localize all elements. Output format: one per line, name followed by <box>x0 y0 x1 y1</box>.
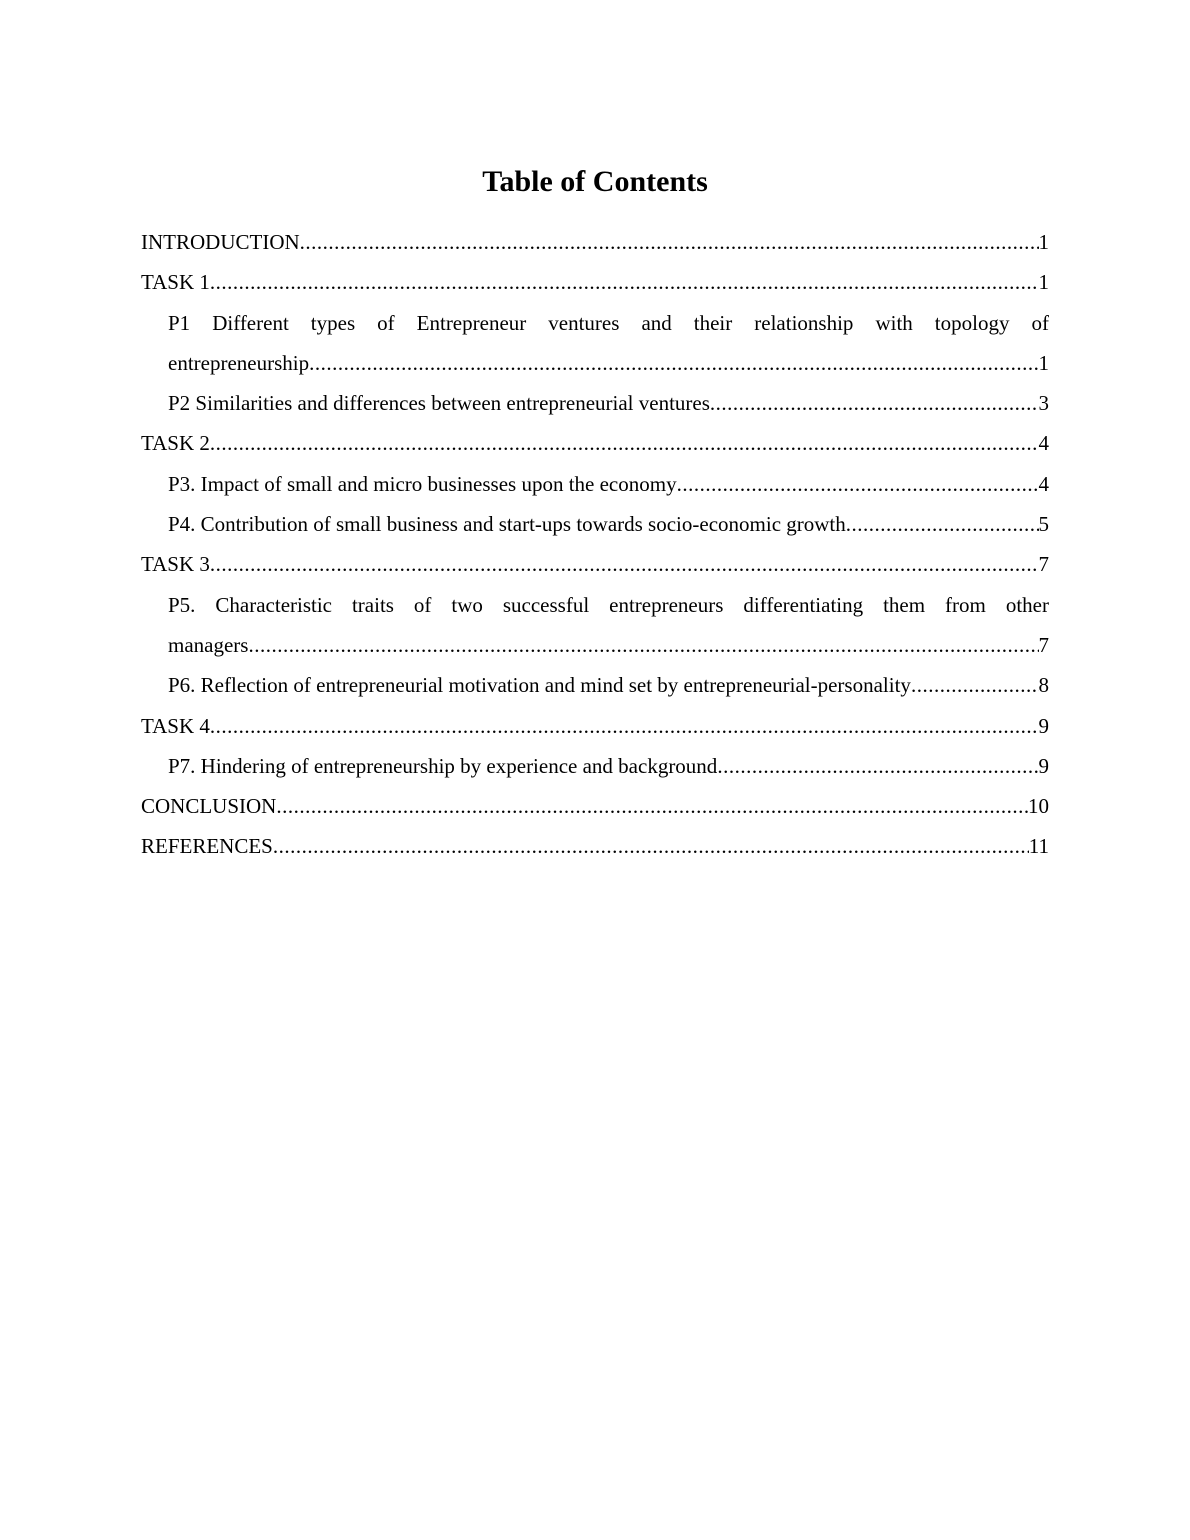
toc-entry-p3[interactable] <box>141 464 1049 504</box>
toc-entry-text: entrepreneurship <box>168 350 310 375</box>
toc-entry-introduction[interactable] <box>141 222 1049 262</box>
toc-entry-text: REFERENCES <box>141 834 273 859</box>
toc-leader-dots <box>309 343 1038 383</box>
toc-leader-dots <box>273 826 1029 866</box>
toc-entry-text: P3. Impact of small and micro businesses upon the economy <box>168 471 677 496</box>
toc-leader-dots <box>210 544 1039 584</box>
toc-entry-text: P4. Contribution of small business and start-ups towards socio-economic growth <box>168 512 846 537</box>
toc-page-number: 1 <box>1038 350 1049 375</box>
toc-page-number: 9 <box>1038 713 1049 738</box>
toc-entry-text: INTRODUCTION <box>141 230 300 254</box>
toc-entry-text: TASK 2 <box>141 431 210 456</box>
toc-entry-text: P6. Reflection of entrepreneurial motivation and mind set by entrepreneurial-personality <box>168 673 911 698</box>
toc-entry-task-2[interactable] <box>141 423 1049 463</box>
toc-leader-dots <box>248 625 1038 665</box>
toc-entry-text-line-1: P1 Different types of Entrepreneur ventures and their relationship with topology of <box>168 310 1049 335</box>
toc-entry-task-1[interactable] <box>141 262 1049 302</box>
toc-page-number: 11 <box>1028 834 1049 859</box>
toc-leader-dots <box>300 222 1039 262</box>
toc-list <box>141 222 1049 867</box>
toc-entry-task-4[interactable] <box>141 706 1049 746</box>
toc-page-number: 3 <box>1038 391 1049 416</box>
toc-entry-p7[interactable] <box>141 746 1049 786</box>
toc-entry-p2[interactable] <box>141 383 1049 423</box>
toc-leader-dots <box>210 262 1039 302</box>
toc-leader-dots <box>717 746 1038 786</box>
toc-page-number: 1 <box>1038 230 1049 254</box>
toc-entry-text: TASK 1 <box>141 270 210 295</box>
toc-leader-dots <box>911 665 1039 705</box>
toc-entry-text: P2 Similarities and differences between entrepreneurial ventures <box>168 391 710 416</box>
toc-page-number: 7 <box>1038 552 1049 577</box>
toc-leader-dots <box>846 504 1039 544</box>
toc-title: Table of Contents <box>482 165 708 198</box>
toc-page-number: 9 <box>1038 753 1049 778</box>
toc-entry-text: TASK 3 <box>141 552 210 577</box>
toc-leader-dots <box>276 786 1028 826</box>
toc-page-number: 7 <box>1038 632 1049 657</box>
toc-page-number: 8 <box>1038 673 1049 698</box>
toc-entry-p1[interactable] <box>141 303 1049 384</box>
toc-page-number: 5 <box>1038 512 1049 537</box>
toc-entry-text: CONCLUSION <box>141 794 277 819</box>
toc-entry-conclusion[interactable] <box>141 786 1049 826</box>
toc-page-number: 1 <box>1038 270 1049 295</box>
toc-leader-dots <box>710 383 1039 423</box>
toc-entry-text-line-1: P5. Characteristic traits of two successful entrepreneurs differentiating them from other <box>168 592 1049 617</box>
toc-entry-text: managers <box>168 632 249 657</box>
toc-leader-dots <box>210 706 1039 746</box>
toc-entry-text: TASK 4 <box>141 713 210 738</box>
toc-entry-text: P7. Hindering of entrepreneurship by experience and background <box>168 753 718 778</box>
toc-entry-task-3[interactable] <box>141 544 1049 584</box>
toc-leader-dots <box>677 464 1039 504</box>
toc-page-number: 4 <box>1038 471 1049 496</box>
toc-entry-references[interactable] <box>141 826 1049 866</box>
toc-page-number: 10 <box>1028 794 1049 819</box>
toc-leader-dots <box>210 423 1039 463</box>
toc-page-number: 4 <box>1038 431 1049 456</box>
toc-entry-p5[interactable] <box>141 585 1049 666</box>
toc-entry-p4[interactable] <box>141 504 1049 544</box>
toc-entry-p6[interactable] <box>141 665 1049 705</box>
